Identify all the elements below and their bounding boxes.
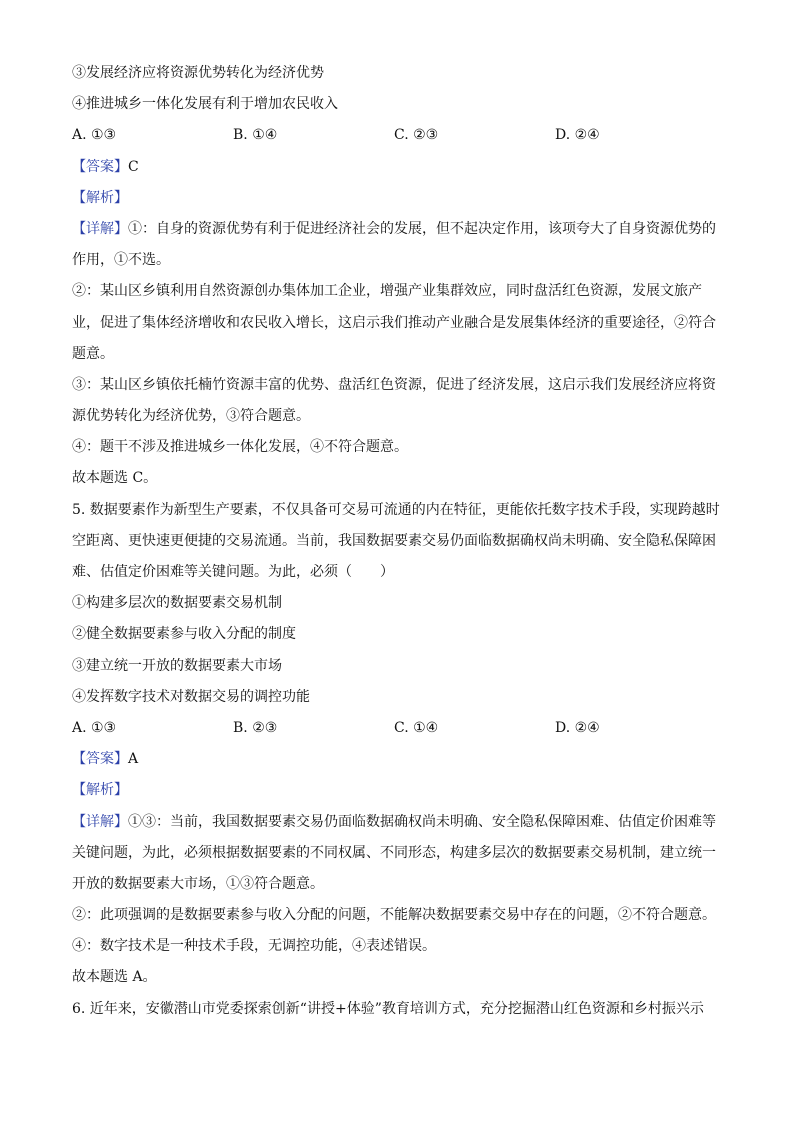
q5-statement-4: ④发挥数字技术对数据交易的调控功能	[72, 688, 310, 705]
q5-detail-text-1: ①③：当前，我国数据要素交易仍面临数据确权尚未明确、安全隐私保障困难、估值定价困难等	[128, 813, 716, 830]
q5-statement-3: ③建立统一开放的数据要素大市场	[72, 657, 282, 674]
q5-conclusion: 故本题选 A。	[72, 969, 157, 986]
q4-analysis-label: 【解析】	[72, 189, 128, 206]
q5-detail-line-5: ④：数字技术是一种技术手段，无调控功能，④表述错误。	[72, 938, 436, 955]
q5-detail-label: 【详解】	[72, 813, 128, 830]
q4-option-d: D. ②④	[555, 127, 600, 144]
q5-options	[72, 713, 724, 744]
q5-stem-line-3: 难、估值定价困难等关键问题。为此，必须（ ）	[72, 564, 394, 580]
q4-statement-3: ③发展经济应将资源优势转化为经济优势	[72, 65, 324, 81]
q5-analysis-heading	[72, 775, 724, 806]
q4-detail-line-4: 业，促进了集体经济增收和农民收入增长，这启示我们推动产业融合是发展集体经济的重要途径，②符合	[72, 314, 716, 331]
q4-detail-line-2: 作用，①不选。	[72, 252, 170, 269]
q4-option-b: B. ①④	[233, 127, 278, 144]
q4-detail-line-1	[72, 214, 724, 245]
q5-option-a: A. ①③	[72, 719, 117, 736]
q4-options	[72, 120, 724, 151]
q4-option-c: C. ②③	[394, 127, 439, 144]
q5-option-d: D. ②④	[555, 719, 600, 736]
q5-detail-line-2: 关键问题，为此，必须根据数据要素的不同权属、不同形态，构建多层次的数据要素交易机制，建立统一	[72, 844, 716, 861]
q4-option-a: A. ①③	[72, 127, 117, 144]
q4-detail-line-5: 题意。	[72, 345, 114, 362]
document-page	[72, 58, 724, 1025]
q5-answer	[72, 744, 724, 775]
q5-answer-label: 【答案】	[72, 751, 128, 768]
q5-detail-line-4: ②：此项强调的是数据要素参与收入分配的问题，不能解决数据要素交易中存在的问题，②不符合题意。	[72, 907, 716, 924]
q4-statement-4: ④推进城乡一体化发展有利于增加农民收入	[72, 96, 338, 113]
q4-detail-line-8: ④：题干不涉及推进城乡一体化发展，④不符合题意。	[72, 439, 408, 456]
q5-statement-2: ②健全数据要素参与收入分配的制度	[72, 626, 296, 643]
q5-stem-line-2: 空距离、更快速更便捷的交易流通。当前，我国数据要素交易仍面临数据确权尚未明确、安全隐私保障困	[72, 532, 716, 549]
q5-detail-line-3: 开放的数据要素大市场，①③符合题意。	[72, 875, 324, 892]
q5-statement-1: ①构建多层次的数据要素交易机制	[72, 595, 282, 612]
q4-detail-line-7: 源优势转化为经济优势，③符合题意。	[72, 408, 310, 425]
q4-detail-label: 【详解】	[72, 220, 128, 237]
q5-option-c: C. ①④	[394, 719, 439, 736]
q4-conclusion: 故本题选 C。	[72, 470, 158, 487]
q4-answer-label: 【答案】	[72, 158, 128, 175]
q5-detail-line-1	[72, 807, 724, 838]
q4-analysis-heading	[72, 183, 724, 214]
q5-analysis-label: 【解析】	[72, 782, 128, 799]
q5-stem-line-1: 5. 数据要素作为新型生产要素，不仅具备可交易可流通的内在特征，更能依托数字技术手段，实现跨越时	[72, 501, 720, 518]
q5-option-b: B. ②③	[233, 719, 278, 736]
q5-answer-value: A	[128, 751, 139, 768]
q6-stem-line-1: 6. 近年来，安徽潜山市党委探索创新“讲授+体验”教育培训方式，充分挖掘潜山红色资源和乡村振兴示	[72, 1000, 704, 1017]
q4-detail-text-1: ①：自身的资源优势有利于促进经济社会的发展，但不起决定作用，该项夸大了自身资源优势的	[128, 220, 716, 237]
q4-answer	[72, 152, 724, 183]
q4-answer-value: C	[128, 158, 139, 175]
q4-detail-line-3: ②：某山区乡镇利用自然资源创办集体加工企业，增强产业集群效应，同时盘活红色资源，发展文旅产	[72, 283, 702, 300]
q4-detail-line-6: ③：某山区乡镇依托楠竹资源丰富的优势、盘活红色资源，促进了经济发展，这启示我们发展经济应将资	[72, 376, 716, 393]
